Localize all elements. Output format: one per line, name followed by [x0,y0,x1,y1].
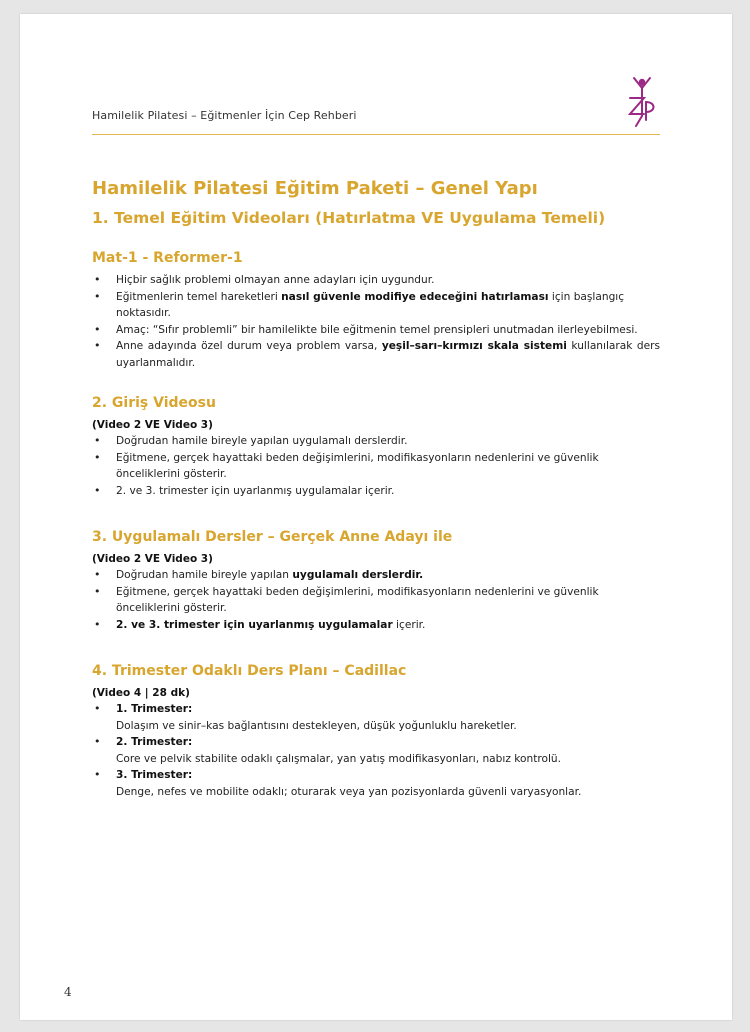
section-2-subheading: (Video 2 VE Video 3) [92,419,213,431]
trimester-1-text: Dolaşım ve sinir–kas bağlantısını destekleyen, düşük yoğunluklu hareketler. [116,719,517,732]
trimester-2-text: Core ve pelvik stabilite odaklı çalışmalar, yan yatış modifikasyonları, nabız kontrolü. [116,752,562,765]
list-item: • Eğitmene, gerçek hayattaki beden değişimlerini, modifikasyonların nedenlerini ve güvenlik önceliklerini gösterir. [92,450,660,483]
section-1-list [92,272,660,371]
section-heading-mat-reformer: Mat-1 - Reformer-1 [92,250,243,266]
list-item: • Eğitmene, gerçek hayattaki beden değişimlerini, modifikasyonların nedenlerini ve güvenlik önceliklerini gösterir. [92,584,660,617]
page-header [92,100,660,135]
page-number: 4 [64,985,72,999]
section-3-list [92,567,660,633]
section-heading-practical-lessons: 3. Uygulamalı Dersler – Gerçek Anne Adayı ile [92,529,453,545]
trimester-3-text: Denge, nefes ve mobilite odaklı; oturarak veya yan pozisyonlarda güvenli varyasyonlar. [116,785,582,798]
list-item [92,701,660,734]
section-3-subheading: (Video 2 VE Video 3) [92,553,213,565]
trimester-2-label: • 2. Trimester: [116,736,193,748]
section-4-list [92,701,660,800]
trimester-3-label: • 3. Trimester: [116,769,193,781]
section-heading-intro-video: 2. Giriş Videosu [92,395,216,411]
list-item: • 2. ve 3. trimester için uyarlanmış uygulamalar içerir. [92,617,660,634]
running-title: Hamilelik Pilatesi – Eğitmenler İçin Cep Rehberi [92,109,357,122]
list-item: • 2. ve 3. trimester için uyarlanmış uygulamalar içerir. [92,483,660,500]
section-4-subheading: (Video 4 | 28 dk) [92,687,190,699]
document-title: Hamilelik Pilatesi Eğitim Paketi – Genel Yapı [92,178,538,199]
document-subtitle: 1. Temel Eğitim Videoları (Hatırlatma VE Uygulama Temeli) [92,209,606,227]
document-page [20,14,732,1020]
list-item: • Eğitmenlerin temel hareketleri nasıl güvenle modifiye edeceğini hatırlaması için başlangıç noktasıdır. [92,289,660,322]
section-heading-trimester-plan: 4. Trimester Odaklı Ders Planı – Cadillac [92,663,407,679]
trimester-1-label: • 1. Trimester: [116,703,193,715]
list-item: • Doğrudan hamile bireyle yapılan uygulamalı derslerdir. [92,567,660,584]
zp-yoga-logo [622,76,662,130]
list-item [92,734,660,767]
list-item: • Amaç: “Sıfır problemli” bir hamilelikte bile eğitmenin temel prensipleri unutmadan ilerleyebilmesi. [92,322,660,339]
section-2-list [92,433,660,499]
list-item: • Doğrudan hamile bireyle yapılan uygulamalı derslerdir. [92,433,660,450]
list-item: • Hiçbir sağlık problemi olmayan anne adayları için uygundur. [92,272,660,289]
list-item: • Anne adayında özel durum veya problem varsa, yeşil–sarı–kırmızı skala sistemi kullanılarak ders uyarlanmalıdır. [92,338,660,371]
list-item [92,767,660,800]
page-content [92,176,660,800]
